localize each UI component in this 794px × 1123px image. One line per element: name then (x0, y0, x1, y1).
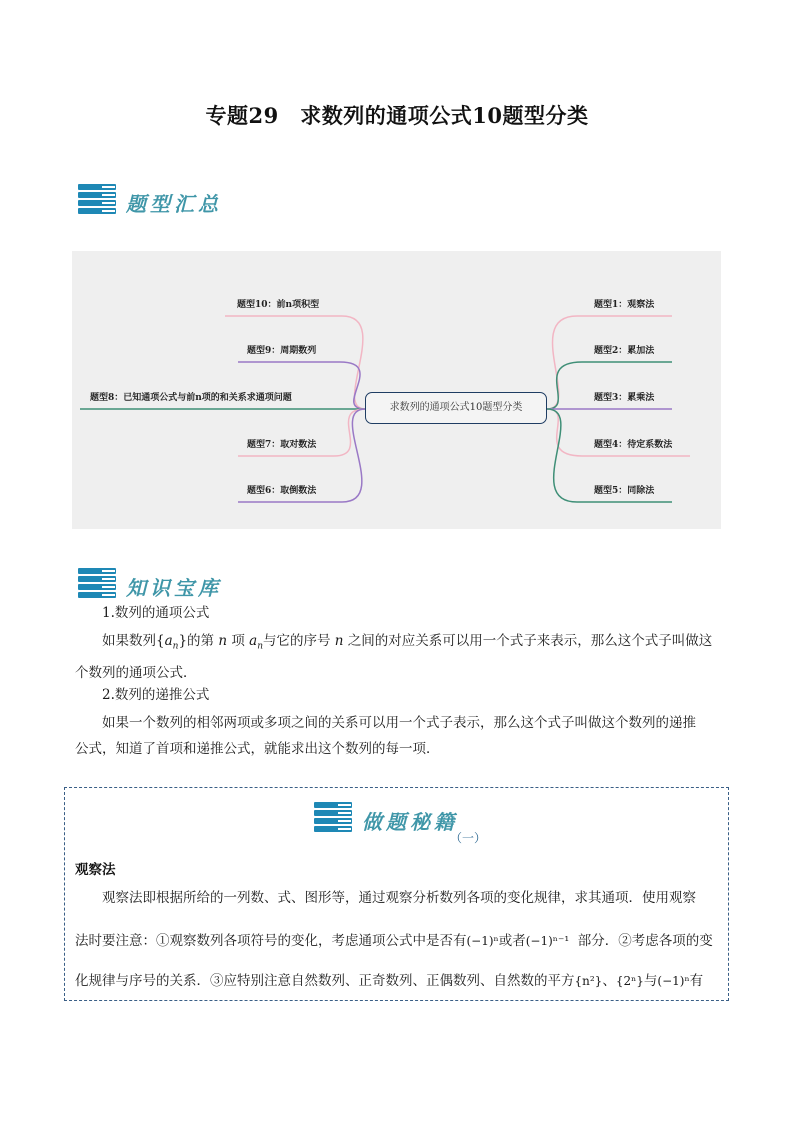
knowledge-heading-1: 1.数列的通项公式 (102, 605, 210, 621)
mindmap (72, 251, 721, 529)
mindmap-node-type6: 题型6：取倒数法 (247, 486, 317, 496)
mindmap-node-type2: 题型2：累加法 (594, 346, 655, 356)
mindmap-center-node: 求数列的通项公式10题型分类 (365, 392, 547, 424)
section-label-knowledge: 知识宝库 (126, 576, 222, 600)
mindmap-node-type8: 题型8：已知通项公式与前n项的和关系求通项问题 (90, 393, 292, 403)
mindmap-node-type4: 题型4：待定系数法 (594, 440, 673, 450)
knowledge-paragraph-1: 如果数列$\{a_n\}$的第 n 项 $a_n$与它的序号 n 之间的对应关系可以用一个式子来表示，那么这个式子叫做这 个数列的通项公式． (75, 633, 713, 681)
books-icon (76, 566, 120, 600)
books-icon (76, 182, 120, 216)
tips-subtitle: （一） (450, 831, 487, 845)
books-icon (312, 800, 356, 834)
knowledge-paragraph-2: 如果一个数列的相邻两项或多项之间的关系可以用一个式子表示，那么这个式子叫做这个数列的递推 公式，知道了首项和递推公式，就能求出这个数列的每一项． (75, 715, 696, 757)
mindmap-node-type3: 题型3：累乘法 (594, 393, 655, 403)
mindmap-node-type9: 题型9：周期数列 (247, 346, 317, 356)
tips-heading: 观察法 (75, 862, 116, 878)
section-label-tips: 做题秘籍 (362, 810, 458, 834)
mindmap-node-type5: 题型5：同除法 (594, 486, 655, 496)
tips-line-1: 观察法即根据所给的一列数、式、图形等，通过观察分析数列各项的变化规律，求其通项．使用观察 (102, 890, 696, 906)
mindmap-node-type1: 题型1：观察法 (594, 300, 655, 310)
tips-line-3: 化规律与序号的关系．③应特别注意自然数列、正奇数列、正偶数列、自然数的平方{n²}、{2ⁿ}与(−1)ⁿ有 (75, 973, 704, 989)
mindmap-node-type7: 题型7：取对数法 (247, 440, 317, 450)
tips-line-2: 法时要注意：①观察数列各项符号的变化，考虑通项公式中是否有(−1)ⁿ或者(−1)ⁿ⁻¹ 部分．②考虑各项的变 (75, 933, 713, 949)
knowledge-heading-2: 2.数列的递推公式 (102, 687, 210, 703)
page-title: 专题29 求数列的通项公式10题型分类 (205, 103, 589, 128)
section-label-summary: 题型汇总 (126, 192, 222, 216)
mindmap-node-type10: 题型10：前n项积型 (237, 300, 320, 310)
